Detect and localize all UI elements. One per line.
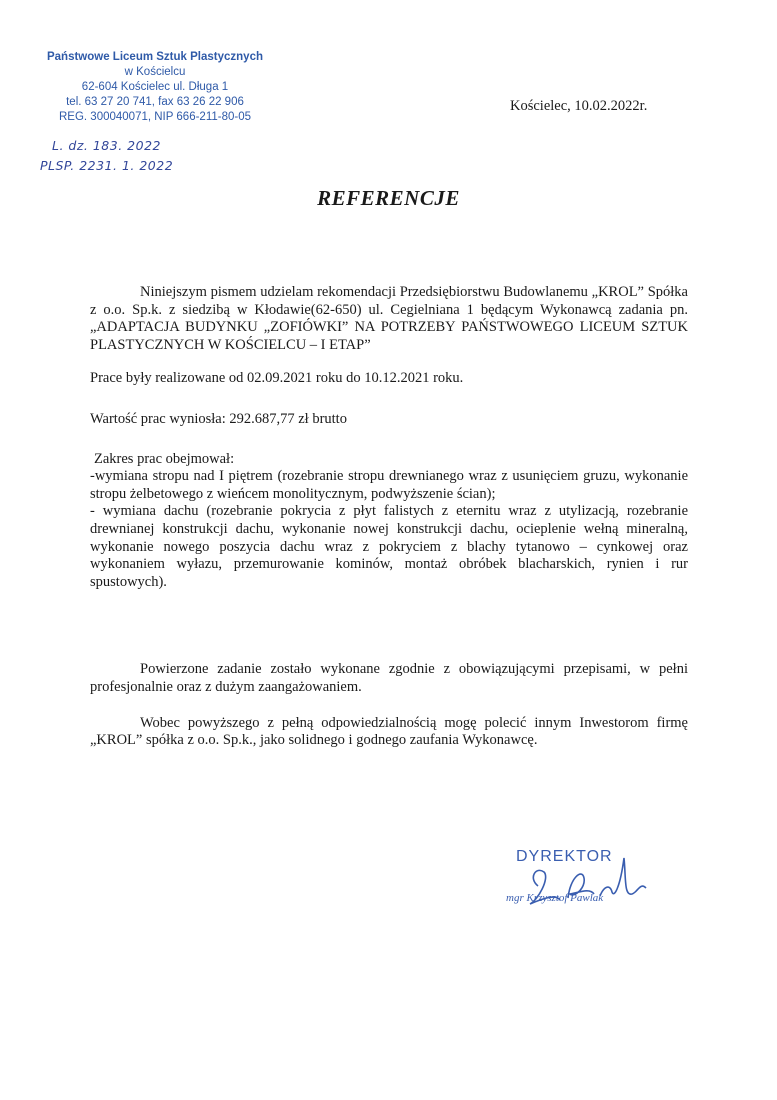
stamp-handwritten-ref-1: L. dz. 183. 2022 bbox=[52, 138, 161, 153]
school-stamp bbox=[40, 50, 270, 173]
value-paragraph: Wartość prac wyniosła: 292.687,77 zł brutto bbox=[90, 410, 347, 427]
place-date: Kościelec, 10.02.2022r. bbox=[510, 98, 648, 114]
stamp-address: 62-604 Kościelec ul. Długa 1 bbox=[81, 81, 229, 93]
stamp-location: w Kościelcu bbox=[124, 66, 186, 78]
scope-item-roof: - wymiana dachu (rozebranie pokrycia z płyt falistych z eternitu wraz z utylizacją, rozebranie drewnianej konstrukcji dachu, wykonanie nowej konstrukcji dachu, ocieplenie wełną mineralną, wykonanie nowego poszycia dachu wraz z pokryciem z blachy tytanowo – cynkowej oraz wykonaniem wyłazu, przemurowanie kominów, montaż obróbek blacharskich, rynien i rur spustowych). bbox=[90, 503, 688, 590]
closing-paragraph-2: Wobec powyższego z pełną odpowiedzialnością mogę polecić innym Inwestorom firmę „KROL” spółka z o.o. Sp.k., jako solidnego i godnego zaufania Wykonawcę. bbox=[90, 714, 688, 749]
period-paragraph: Prace były realizowane od 02.09.2021 roku do 10.12.2021 roku. bbox=[90, 370, 464, 387]
document-title: REFERENCJE bbox=[317, 186, 460, 210]
stamp-phone: tel. 63 27 20 741, fax 63 26 22 906 bbox=[66, 96, 244, 108]
signature-name: mgr Krzysztof Pawlak bbox=[506, 892, 604, 904]
scope-heading: Zakres prac obejmował: bbox=[94, 450, 235, 467]
letter-body bbox=[90, 284, 688, 750]
director-signature bbox=[500, 848, 670, 918]
scope-item-ceiling: -wymiana stropu nad I piętrem (rozebranie stropu drewnianego wraz z usunięciem gruzu, wykonanie stropu żelbetowego z wieńcem monolitycznym, podwyższenie ścian); bbox=[90, 468, 688, 502]
closing-paragraph-1: Powierzone zadanie zostało wykonane zgodnie z obowiązującymi przepisami, w pełni profesjonalnie oraz z dużym zaangażowaniem. bbox=[90, 661, 688, 695]
stamp-handwritten-ref-2: PLSP. 2231. 1. 2022 bbox=[40, 158, 174, 173]
intro-paragraph: Niniejszym pismem udzielam rekomendacji Przedsiębiorstwu Budowlanemu „KROL” Spółka z o.o. Sp.k. z siedzibą w Kłodawie(62-650) ul. Cegielniana 1 będącym Wykonawcą zadania pn. „ADAPTACJA BUDYNKU „ZOFIÓWKI” NA POTRZEBY PAŃSTWOWEGO LICEUM SZTUK PLASTYCZNYCH W KOŚCIELCU – I ETAP” bbox=[90, 284, 688, 353]
stamp-reg: REG. 300040071, NIP 666-211-80-05 bbox=[58, 111, 251, 123]
stamp-school-name: Państwowe Liceum Sztuk Plastycznych bbox=[46, 51, 263, 63]
signature-title: DYREKTOR bbox=[516, 848, 613, 865]
